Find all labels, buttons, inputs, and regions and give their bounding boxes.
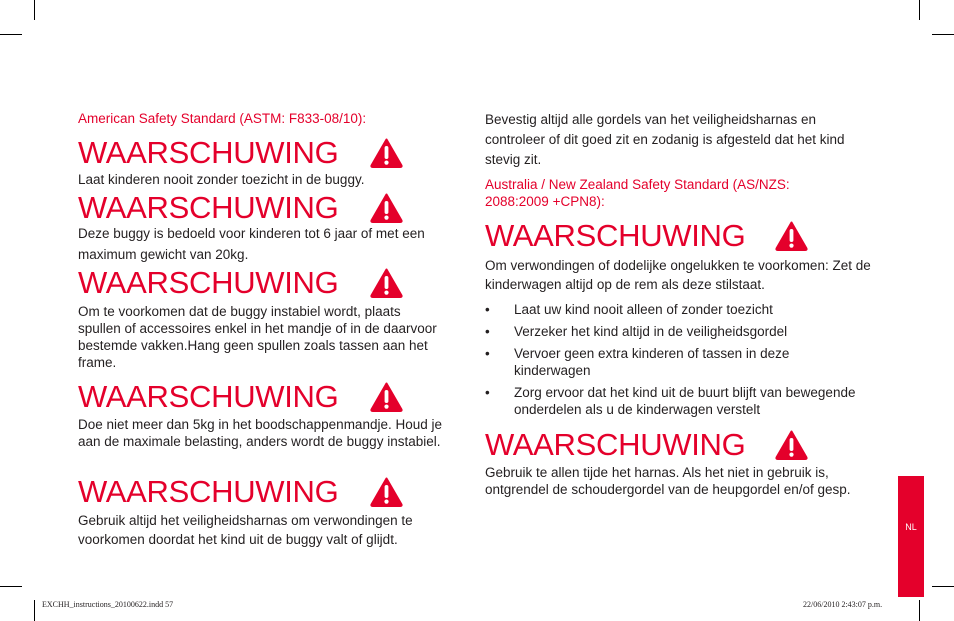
- footer-file-info: EXCHH_instructions_20100622.indd 57: [42, 600, 174, 609]
- warning-title: WAARSCHUWING: [485, 218, 746, 253]
- list-item: [485, 301, 885, 318]
- bullet-dot: •: [485, 302, 490, 317]
- crop-mark: [0, 34, 22, 35]
- warning-triangle-icon: [370, 477, 403, 507]
- warning-triangle-icon: [370, 138, 403, 168]
- warning-text: Om te voorkomen dat de buggy instabiel wordt, plaats spullen of accessoires enkel in het mandje of in de daarvoor bestemde vakken.Hang geen spullen zoals tassen aan het frame.: [78, 304, 437, 370]
- crop-mark: [34, 0, 35, 20]
- language-tab: [898, 476, 924, 597]
- crop-mark: [0, 586, 22, 587]
- crop-mark: [932, 586, 954, 587]
- warning-text: Gebruik altijd het veiligheidsharnas om verwondingen te voorkomen doordat het kind uit de buggy valt of glijdt.: [78, 513, 413, 547]
- warning-title: WAARSCHUWING: [78, 379, 339, 414]
- warning-heading: [485, 216, 825, 256]
- warning-title: WAARSCHUWING: [78, 265, 339, 300]
- warning-triangle-icon: [775, 430, 808, 460]
- warning-heading: [78, 263, 418, 303]
- warning-triangle-icon: [370, 193, 403, 223]
- warning-heading: [485, 425, 825, 465]
- bullet-dot: •: [485, 385, 490, 400]
- warning-heading: [78, 133, 418, 173]
- bullet-text: Laat uw kind nooit alleen of zonder toezicht: [514, 302, 773, 317]
- crop-mark: [932, 34, 954, 35]
- list-item: [485, 323, 885, 340]
- crop-mark: [919, 600, 920, 621]
- list-item: [485, 384, 885, 418]
- warning-title: WAARSCHUWING: [485, 427, 746, 462]
- bullet-dot: •: [485, 324, 490, 339]
- warning-triangle-icon: [370, 382, 403, 412]
- crop-mark: [919, 0, 920, 20]
- warning-triangle-icon: [775, 221, 808, 251]
- safety-bullet-list: [485, 301, 885, 423]
- standard-heading-astm: American Safety Standard (ASTM: F833-08/10):: [78, 111, 367, 126]
- bullet-text: Verzeker het kind altijd in de veiligheidsgordel: [514, 324, 788, 339]
- warning-triangle-icon: [370, 268, 403, 298]
- warning-text: Gebruik te allen tijde het harnas. Als het niet in gebruik is, ontgrendel de schoudergordel van de heupgordel en/of gesp.: [485, 465, 851, 497]
- crop-mark: [34, 600, 35, 621]
- standard-heading-asnzs: Australia / New Zealand Safety Standard (AS/NZS: 2088:2009 +CPN8):: [485, 177, 790, 209]
- bullet-dot: •: [485, 346, 490, 361]
- footer-timestamp: 22/06/2010 2:43:07 p.m.: [803, 600, 883, 609]
- warning-heading: [78, 472, 418, 512]
- warning-text: Om verwondingen of dodelijke ongelukken te voorkomen: Zet de kinderwagen altijd op de rem als deze stilstaat.: [485, 258, 871, 292]
- warning-title: WAARSCHUWING: [78, 474, 339, 509]
- list-item: [485, 345, 834, 379]
- warning-text: Doe niet meer dan 5kg in het boodschappenmandje. Houd je aan de maximale belasting, anders wordt de buggy instabiel.: [78, 417, 442, 449]
- harness-intro-text: Bevestig altijd alle gordels van het veiligheidsharnas en controleer of dit goed zit en zodanig is afgesteld dat het kind stevig zit.: [485, 112, 845, 167]
- warning-title: WAARSCHUWING: [78, 135, 339, 170]
- warning-heading: [78, 188, 418, 228]
- warning-text: Laat kinderen nooit zonder toezicht in de buggy.: [78, 172, 365, 187]
- bullet-text: Zorg ervoor dat het kind uit de buurt blijft van bewegende onderdelen als u de kinderwagen verstelt: [514, 385, 856, 417]
- warning-title: WAARSCHUWING: [78, 190, 339, 225]
- language-tab-label: NL: [905, 522, 917, 532]
- warning-text: Deze buggy is bedoeld voor kinderen tot 6 jaar of met een maximum gewicht van 20kg.: [78, 226, 425, 262]
- warning-heading: [78, 377, 418, 417]
- bullet-text: Vervoer geen extra kinderen of tassen in deze kinderwagen: [514, 346, 790, 378]
